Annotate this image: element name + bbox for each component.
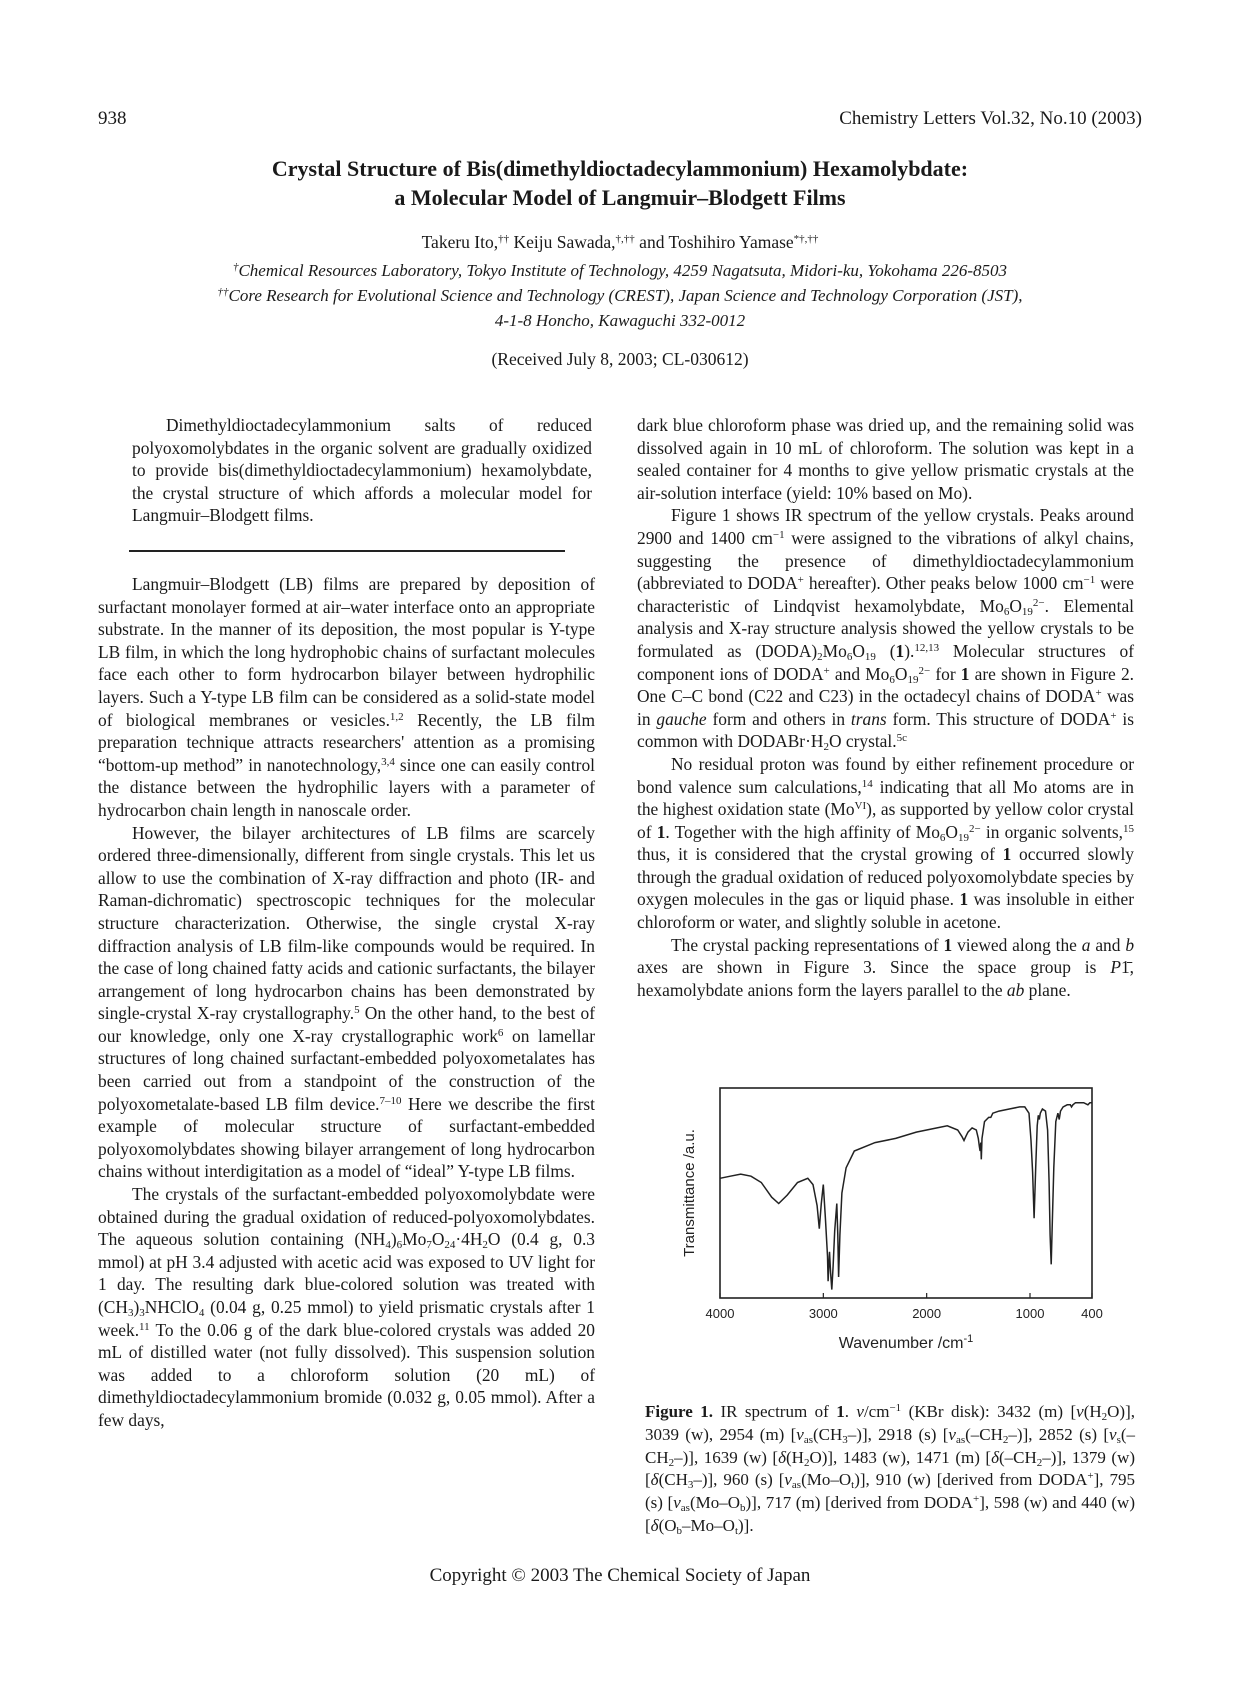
affiliations	[100, 258, 1140, 333]
body-paragraph: Langmuir–Blodgett (LB) films are prepared by deposition of surfactant monolayer formed at air–water interface onto an appropriate substrate. In the manner of its deposition, the most popular is Y-type LB film, in which the long hydrophobic chains of surfactant molecules face each other to form hydrocarbon bilayer between hydrophilic layers. Such a Y-type LB film can be considered as a solid-state model of biological membranes or vesicles.$^{1,2}$ Recently, the LB film preparation technique attracts researchers' attention as a promising “bottom-up method” in nanotechnology,$^{3,4}$ since one can easily control the distance between the hydrophilic layers with a parameter of hydrocarbon chain length in nanoscale order.	[98, 574, 595, 820]
received-date: (Received July 8, 2003; CL-030612)	[491, 349, 749, 369]
affiliation-mark: ††	[217, 286, 229, 298]
author-name: and Toshihiro Yamase	[639, 232, 794, 252]
author-name: Keiju Sawada,	[513, 232, 616, 252]
x-tick-label: 3000	[808, 1306, 838, 1321]
body-paragraph: dark blue chloroform phase was dried up, and the remaining solid was dissolved again in 10 mL of chloroform. The solution was kept in a sealed container for 4 months to give yellow prismatic crystals at the air-solution interface (yield: 10% based on Mo).	[637, 415, 1134, 503]
page-number: 938	[98, 108, 127, 129]
title-line-2: a Molecular Model of Langmuir–Blodgett Films	[394, 185, 846, 210]
spectrum-series-line	[720, 1103, 1092, 1290]
abstract	[132, 414, 592, 527]
abstract-divider	[129, 550, 565, 552]
abstract-text: Dimethyldioctadecylammonium salts of reduced polyoxomolybdates in the organic solvent are gradually oxidized to provide bis(dimethyldioctadecylammonium) hexamolybdate, the crystal structure of which affords a molecular model for Langmuir–Blodgett films.	[132, 415, 592, 526]
body-paragraph: The crystal packing representations of 1 viewed along the a and b axes are shown in Figure 3. Since the space group is P1̄, hexamolybdate anions form the layers parallel to the ab plane.	[637, 934, 1135, 1000]
y-axis-label: Transmittance /a.u.	[681, 1129, 698, 1257]
x-axis-label: Wavenumber $/cm^{-1}$	[838, 1333, 974, 1352]
author-name: Takeru Ito,	[421, 232, 499, 252]
ir-spectrum-chart	[650, 1070, 1110, 1400]
x-tick-label: 4000	[705, 1306, 735, 1321]
journal-header: Chemistry Letters Vol.32, No.10 (2003)	[839, 108, 1142, 129]
affiliation-mark: †	[232, 261, 239, 273]
author-affil-mark: †,††	[615, 233, 635, 245]
plot-frame	[720, 1088, 1092, 1298]
copyright-footer: Copyright © 2003 The Chemical Society of Japan	[429, 1565, 811, 1586]
article-title	[100, 154, 1140, 212]
affiliation-line: †Chemical Resources Laboratory, Tokyo Institute of Technology, 4259 Nagatsuta, Midori-ku, Yokohama 226-8503	[232, 261, 1008, 280]
x-tick-label: 1000	[1015, 1306, 1045, 1321]
body-paragraph: Figure 1 shows IR spectrum of the yellow crystals. Peaks around 2900 and 1400 $cm^{-1}$ were assigned to the vibrations of alkyl chains, suggesting the presence of dimethyldioctadecylammonium (abbreviated to DODA+ hereafter). Other peaks below 1000 $cm^{-1}$ were characteristic of Lindqvist hexamolybdate, $Mo_6O_{19}^{2-}$. Elemental analysis and X-ray structure analysis showed the yellow crystals to be formulated as $(DODA)_2Mo_6O_{19}$ (1).$^{12,13}$ Molecular structures of component ions of DODA+ and $Mo_6O_{19}^{2-}$ for 1 are shown in Figure 2. One C–C bond (C22 and C23) in the octadecyl chains of DODA+ was in gauche form and others in trans form. This structure of DODA+ is common with $DODABr\cdot H_2O$ crystal.$^{5c}$	[637, 505, 1135, 754]
x-tick-label: 2000	[912, 1306, 942, 1321]
body-paragraph: No residual proton was found by either refinement procedure or bond valence sum calculations,$^{14}$ indicating that all Mo atoms are in the highest oxidation state $(Mo^{VI})$, as supported by yellow color crystal of 1. Together with the high affinity of $Mo_6O_{19}^{2-}$ in organic solvents,$^{15}$ thus, it is considered that the crystal growing of 1 occurred slowly through the gradual oxidation of reduced polyoxomolybdate species by oxygen molecules in the gas or liquid phase. 1 was insoluble in either chloroform or water, and slightly soluble in acetone.	[637, 753, 1134, 933]
author-affil-mark: ††	[498, 233, 510, 245]
x-tick-label: 400	[1081, 1306, 1103, 1321]
figure-caption: Figure 1. IR spectrum of 1. $\nu/cm^{-1}$ (KBr disk): 3432 (m) $[\nu(H_2O)]$, 3039 (w), 2954 (m) $[\nu_{as}(CH_3-)]$, 2918 (s) $[\nu_{as}(-CH_2-)]$, 2852 (s) $[\nu_s(-CH_2-)]$, 1639 (w) $[\delta(H_2O)]$, 1483 (w), 1471 (m) $[\delta(-CH_2-)]$, 1379 (w) $[\delta(CH_3-)]$, 960 (s) $[\nu_{as}(Mo-O_t)]$, 910 (w) [derived from DODA+], 795 (s) $[\nu_{as}(Mo-O_b)]$, 717 (m) [derived from DODA+], 598 (w) and 440 (w) $[\delta(O_b-Mo-O_t)]$.	[645, 1402, 1136, 1537]
affiliation-line: 4-1-8 Honcho, Kawaguchi 332-0012	[494, 311, 746, 330]
left-column	[98, 573, 595, 1432]
author-list	[100, 232, 1140, 253]
ir-spectrum-figure	[650, 1070, 1110, 1400]
body-paragraph: However, the bilayer architectures of LB films are scarcely ordered three-dimensionally, different from single crystals. This let us allow to use the combination of X-ray diffraction and photo (IR- and Raman-dichromatic) spectroscopic techniques for the molecular structure characterization. Otherwise, the single crystal X-ray diffraction analysis of LB film-like compounds would be required. In the case of long chained fatty acids and cationic surfactants, the bilayer arrangement of long hydrocarbon chains has been demonstrated by single-crystal X-ray crystallography.$^5$ On the other hand, to the best of our knowledge, only one X-ray crystallographic work$^6$ on lamellar structures of long chained surfactant-embedded polyoxometalates has been carried out from a standpoint of the construction of the polyoxometalate-based LB film device.$^{7-10}$ Here we describe the first example of molecular structure of surfactant-embedded polyoxomolybdates showing bilayer arrangement of long hydrocarbon chains without interdigitation as a model of “ideal” Y-type LB films.	[98, 822, 595, 1182]
affiliation-line: ††Core Research for Evolutional Science and Technology (CREST), Japan Science and Technology Corporation (JST),	[217, 286, 1023, 305]
title-line-1: Crystal Structure of Bis(dimethyldioctadecylammonium) Hexamolybdate:	[271, 156, 969, 181]
x-axis-ticks	[706, 1293, 1103, 1321]
right-column	[637, 414, 1134, 1001]
body-paragraph: The crystals of the surfactant-embedded polyoxomolybdate were obtained during the gradual oxidation of reduced-polyoxomolybdates. The aqueous solution containing $(NH_4)_6Mo_7O_{24}\cdot 4H_2O$ (0.4 g, 0.3 mmol) at pH 3.4 adjusted with acetic acid was exposed to UV light for 1 day. The resulting dark blue-colored solution was treated with $(CH_3)_3NHClO_4$ (0.04 g, 0.25 mmol) to yield prismatic crystals after 1 week.$^{11}$ To the 0.06 g of the dark blue-colored crystals was added 20 mL of distilled water (not fully dissolved). This suspension solution was added to a chloroform solution (20 mL) of dimethyldioctadecylammonium bromide (0.032 g, 0.05 mmol). After a few days,	[98, 1184, 595, 1430]
author-affil-mark: *†,††	[793, 233, 819, 245]
